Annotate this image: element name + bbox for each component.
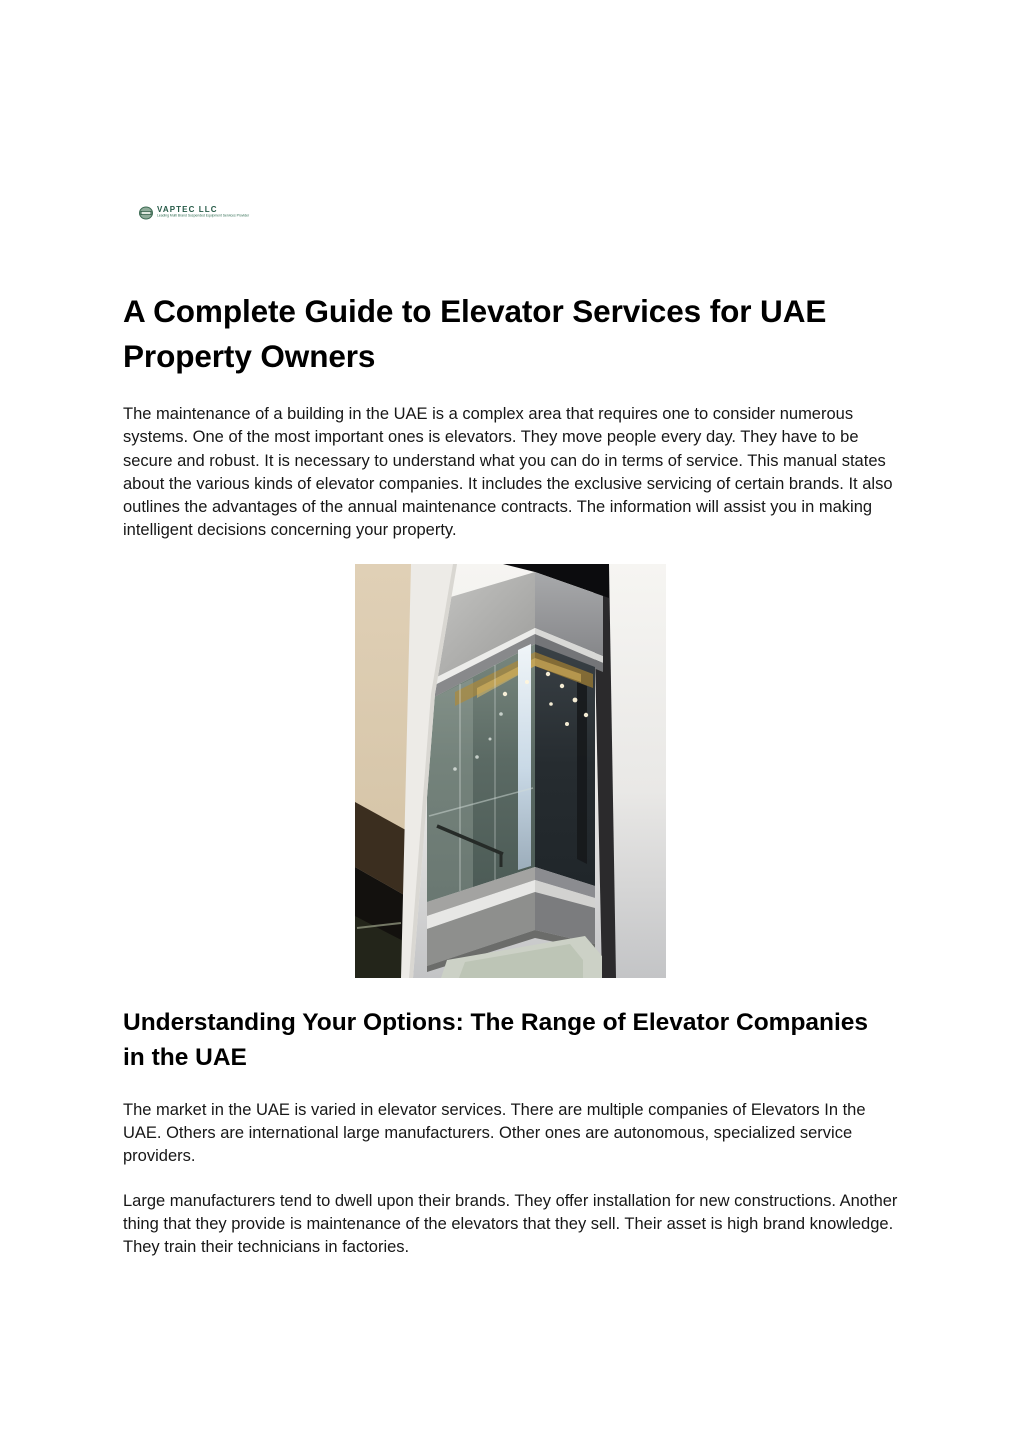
elevator-photo [355, 564, 666, 978]
logo-text-block [157, 205, 349, 222]
elevator-photo-figure [355, 564, 666, 978]
page-title: A Complete Guide to Elevator Services for UAE Property Owners [123, 293, 827, 374]
article-content [123, 289, 905, 1260]
logo-company-name: VAPTEC LLC [157, 205, 218, 214]
intro-paragraph: The maintenance of a building in the UAE is a complex area that requires one to consider numerous systems. One of the most important ones is elevators. They move people every day. They have to be secure and robust. It is necessary to understand what you can do in terms of service. This manual states about the various kinds of elevator companies. It includes the exclusive servicing of certain brands. It also outlines the advantages of the annual maintenance contracts. The information will assist you in making intelligent decisions concerning your property. [123, 405, 893, 540]
section-paragraph-1: The market in the UAE is varied in elevator services. There are multiple companies of Elevators In the UAE. Others are international large manufacturers. Other ones are autonomous, specialized service providers. [123, 1100, 866, 1166]
logo-tagline: Leading Multi Brand Suspended Equipment Services Provider [157, 214, 250, 218]
section-paragraph-2: Large manufacturers tend to dwell upon their brands. They offer installation for new constructions. Another thing that they provide is maintenance of the elevators that they sell. Their asset is high brand knowledge. They train their technicians in factories. [123, 1191, 898, 1257]
vaptec-logo-icon [139, 206, 153, 220]
vaptec-logo [139, 205, 349, 222]
section-heading: Understanding Your Options: The Range of Elevator Companies in the UAE [123, 1008, 869, 1071]
